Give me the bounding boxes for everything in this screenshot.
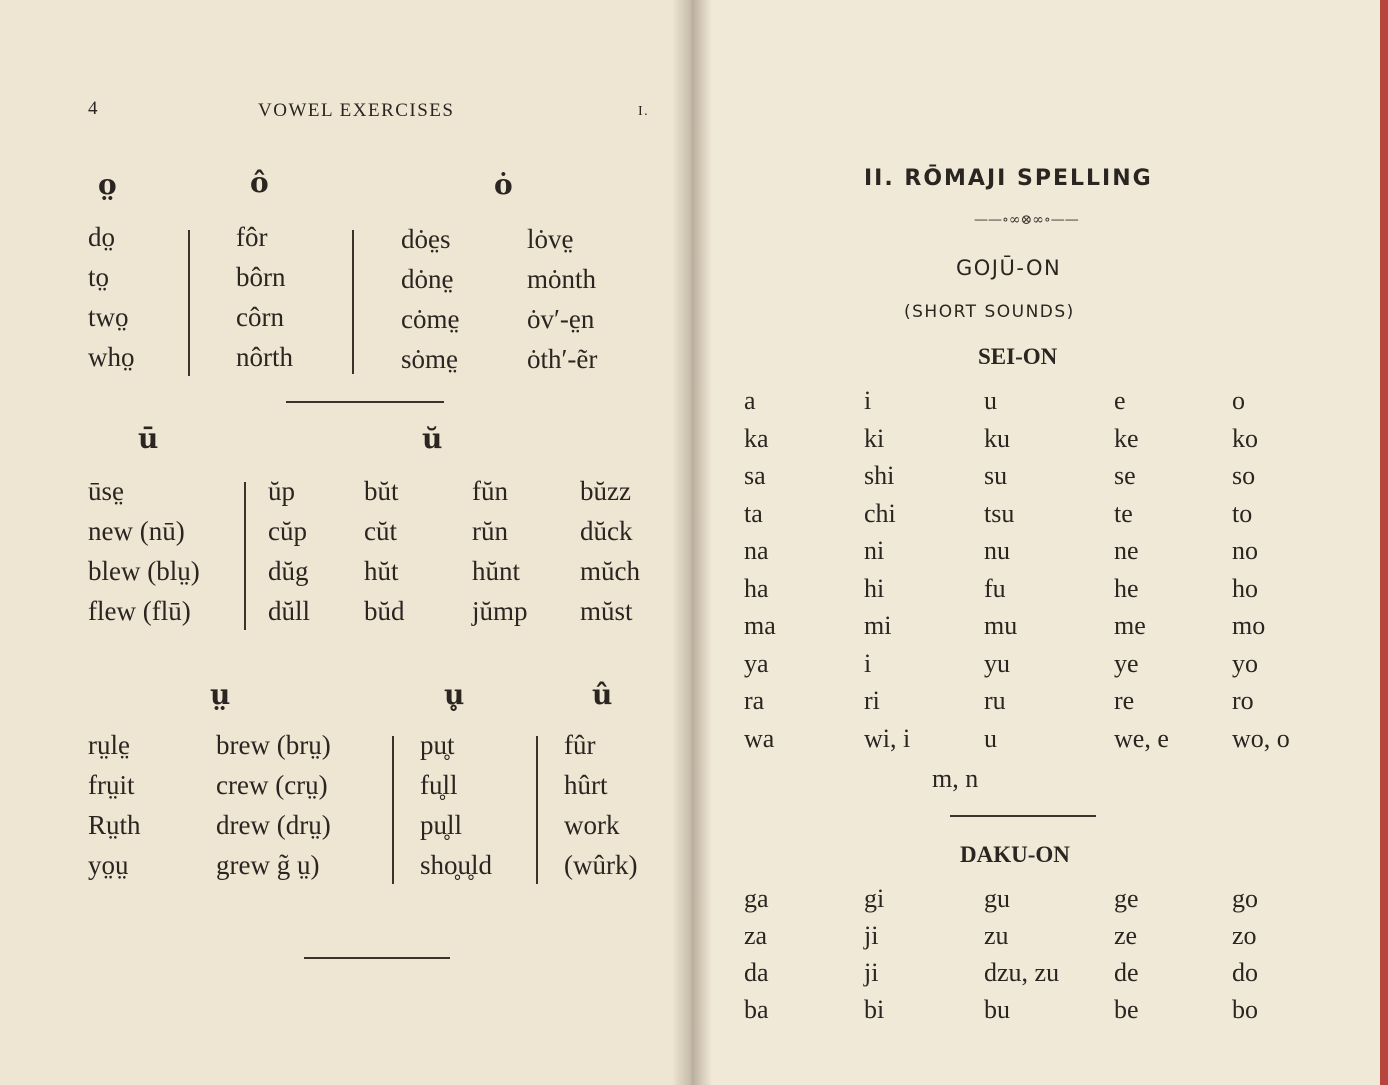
seion-cell: a xyxy=(744,386,756,415)
seion-cell: e xyxy=(1114,386,1126,415)
dakuon-cell: bo xyxy=(1232,995,1258,1024)
seion-cell: mi xyxy=(864,611,892,640)
word: who̤ xyxy=(88,342,135,372)
seion-cell: ka xyxy=(744,423,769,453)
section-rule xyxy=(286,401,444,403)
word: grew g̃ ṳ) xyxy=(216,850,320,880)
seion-cell: ho xyxy=(1232,573,1258,603)
word: rŭn xyxy=(472,516,508,546)
seion-cell: mo xyxy=(1232,611,1266,640)
dakuon-cell: be xyxy=(1114,995,1139,1024)
seion-cell: ku xyxy=(984,423,1010,453)
word: drew (drṳ) xyxy=(216,810,331,840)
word: dŭll xyxy=(268,596,311,626)
dakuon-cell: ba xyxy=(744,995,769,1024)
word: do̤ xyxy=(88,222,115,252)
dakuon-cell: de xyxy=(1114,958,1139,987)
seion-cell: ke xyxy=(1114,423,1139,453)
seion-cell: tsu xyxy=(984,498,1015,528)
dakuon-cell: go xyxy=(1232,884,1258,913)
word: fu̥ll xyxy=(420,770,458,800)
word: crew (crṳ) xyxy=(216,770,328,800)
dakuon-cell: do xyxy=(1232,958,1258,987)
seion-cell: ri xyxy=(864,686,880,715)
word: flew (flū) xyxy=(88,596,191,626)
word: bŭd xyxy=(364,596,405,626)
seion-cell: ye xyxy=(1114,648,1139,678)
seion-cell: i xyxy=(864,648,872,678)
seion-cell: o xyxy=(1232,386,1245,415)
sec1-header-3: ȯ xyxy=(494,168,513,201)
word: frṳit xyxy=(88,770,135,800)
seion-cell: ni xyxy=(864,536,885,565)
seion-cell: mu xyxy=(984,611,1018,640)
word: cŭt xyxy=(364,516,397,546)
sec3-header-1: ṳ xyxy=(210,678,231,711)
word: fôr xyxy=(236,222,268,252)
word: pu̥t xyxy=(420,730,455,760)
word: ŭp xyxy=(268,476,295,506)
dakuon-cell: zu xyxy=(984,921,1009,950)
dakuon-cell: gi xyxy=(864,884,885,913)
seion-cell: i xyxy=(864,386,872,415)
seion-cell: yu xyxy=(984,648,1010,678)
dakuon-cell: ji xyxy=(864,958,879,987)
dakuon-cell: da xyxy=(744,958,769,987)
column-divider xyxy=(536,736,538,884)
word: bŭt xyxy=(364,476,399,506)
seion-cell: so xyxy=(1232,461,1256,490)
seion-cell: hi xyxy=(864,573,885,603)
word: bŭzz xyxy=(580,476,631,506)
word: rṳle̤ xyxy=(88,730,130,760)
word: pu̥ll xyxy=(420,810,463,840)
dakuon-cell: za xyxy=(744,921,768,950)
right-page xyxy=(694,0,1388,1085)
seion-cell: to xyxy=(1232,498,1253,528)
ornament-divider: ——∘∞⊗∞∘—— xyxy=(974,212,1079,228)
seion-cell: fu xyxy=(984,573,1006,603)
seion-cell: ki xyxy=(864,423,885,453)
dakuon-cell: gu xyxy=(984,884,1010,913)
seion-cell: ra xyxy=(744,686,765,715)
section-rule xyxy=(304,957,450,959)
seion-extra: m, n xyxy=(932,764,979,793)
seion-cell: ro xyxy=(1232,686,1254,715)
dakuon-cell: bu xyxy=(984,995,1010,1024)
seion-cell: chi xyxy=(864,498,896,528)
section-marker: I. xyxy=(638,104,650,119)
cover-edge xyxy=(1380,0,1388,1085)
seion-cell: u xyxy=(984,386,997,415)
word: hŭt xyxy=(364,556,399,586)
seion-title: SEI-ON xyxy=(978,344,1058,369)
word: hŭnt xyxy=(472,556,521,586)
word: ȯth′-ẽr xyxy=(527,344,598,374)
seion-cell: u xyxy=(984,723,997,753)
word: lȯve̤ xyxy=(527,224,574,254)
word: work xyxy=(564,810,620,840)
dakuon-cell: zo xyxy=(1232,921,1257,950)
word: Rṳth xyxy=(88,810,141,840)
dakuon-cell: ji xyxy=(864,921,879,950)
seion-cell: he xyxy=(1114,573,1139,603)
word: to̤ xyxy=(88,262,110,292)
sec2-header-1: ū xyxy=(138,422,159,455)
seion-cell: wa xyxy=(744,723,775,753)
seion-cell: te xyxy=(1114,498,1133,528)
column-divider xyxy=(188,230,190,376)
word: ūse̤ xyxy=(88,476,124,506)
seion-cell: ta xyxy=(744,498,763,528)
running-head: VOWEL EXERCISES xyxy=(258,100,455,121)
subtitle-2: (SHORT SOUNDS) xyxy=(904,302,1075,322)
sec1-header-1: o̤ xyxy=(98,168,117,201)
dakuon-cell: bi xyxy=(864,995,885,1024)
seion-cell: ko xyxy=(1232,423,1258,453)
word: bôrn xyxy=(236,262,286,292)
word: côrn xyxy=(236,302,284,332)
word: dŭck xyxy=(580,516,633,546)
word: mȯnth xyxy=(527,264,597,294)
dakuon-cell: ze xyxy=(1114,921,1138,950)
section-rule xyxy=(950,815,1096,817)
seion-cell: ha xyxy=(744,573,769,603)
subtitle: GOJŪ-ON xyxy=(956,256,1062,280)
word: hûrt xyxy=(564,770,608,800)
word: mŭch xyxy=(580,556,640,586)
seion-cell: we, e xyxy=(1114,723,1169,753)
seion-cell: se xyxy=(1114,461,1136,490)
dakuon-cell: ge xyxy=(1114,884,1139,913)
sec3-header-3: û xyxy=(592,678,613,711)
page-number: 4 xyxy=(88,98,99,119)
dakuon-cell: ga xyxy=(744,884,769,913)
seion-cell: ne xyxy=(1114,536,1139,565)
seion-cell: ru xyxy=(984,686,1006,715)
word: mŭst xyxy=(580,596,633,626)
word: yo̤ṳ xyxy=(88,850,129,880)
word: dŭg xyxy=(268,556,309,586)
seion-cell: su xyxy=(984,461,1008,490)
word: new (nū) xyxy=(88,516,185,546)
word: blew (blṳ) xyxy=(88,556,200,586)
seion-cell: ya xyxy=(744,648,769,678)
seion-cell: na xyxy=(744,536,769,565)
sec1-header-2: ô xyxy=(250,166,269,199)
word: ȯv′-e̤n xyxy=(527,304,595,334)
seion-cell: re xyxy=(1114,686,1135,715)
sec3-header-2: u̥ xyxy=(444,678,465,711)
word: cŭp xyxy=(268,516,307,546)
dakuon-title: DAKU-ON xyxy=(960,842,1070,867)
dakuon-cell: dzu, zu xyxy=(984,958,1060,987)
seion-cell: ma xyxy=(744,611,776,640)
seion-cell: wo, o xyxy=(1232,723,1290,753)
word: brew (brṳ) xyxy=(216,730,331,760)
seion-cell: wi, i xyxy=(864,723,911,753)
seion-cell: yo xyxy=(1232,648,1258,678)
word: (wûrk) xyxy=(564,850,638,880)
column-divider xyxy=(244,482,246,630)
word: nôrth xyxy=(236,342,293,372)
word: dȯne̤ xyxy=(401,264,454,294)
word: jŭmp xyxy=(472,596,528,626)
word: fŭn xyxy=(472,476,508,506)
word: sho̥u̥ld xyxy=(420,850,493,880)
seion-cell: sa xyxy=(744,461,766,490)
word: dȯe̤s xyxy=(401,224,451,254)
seion-cell: nu xyxy=(984,536,1010,565)
sec2-header-2: ŭ xyxy=(422,422,443,455)
word: sȯme̤ xyxy=(401,344,458,374)
book-gutter xyxy=(672,0,712,1085)
column-divider xyxy=(392,736,394,884)
column-divider xyxy=(352,230,354,374)
seion-cell: me xyxy=(1114,611,1146,640)
word: fûr xyxy=(564,730,596,760)
seion-cell: shi xyxy=(864,461,895,490)
word: cȯme̤ xyxy=(401,304,460,334)
word: two̤ xyxy=(88,302,129,332)
seion-cell: no xyxy=(1232,536,1258,565)
chapter-title: II. RŌMAJI SPELLING xyxy=(864,166,1153,191)
